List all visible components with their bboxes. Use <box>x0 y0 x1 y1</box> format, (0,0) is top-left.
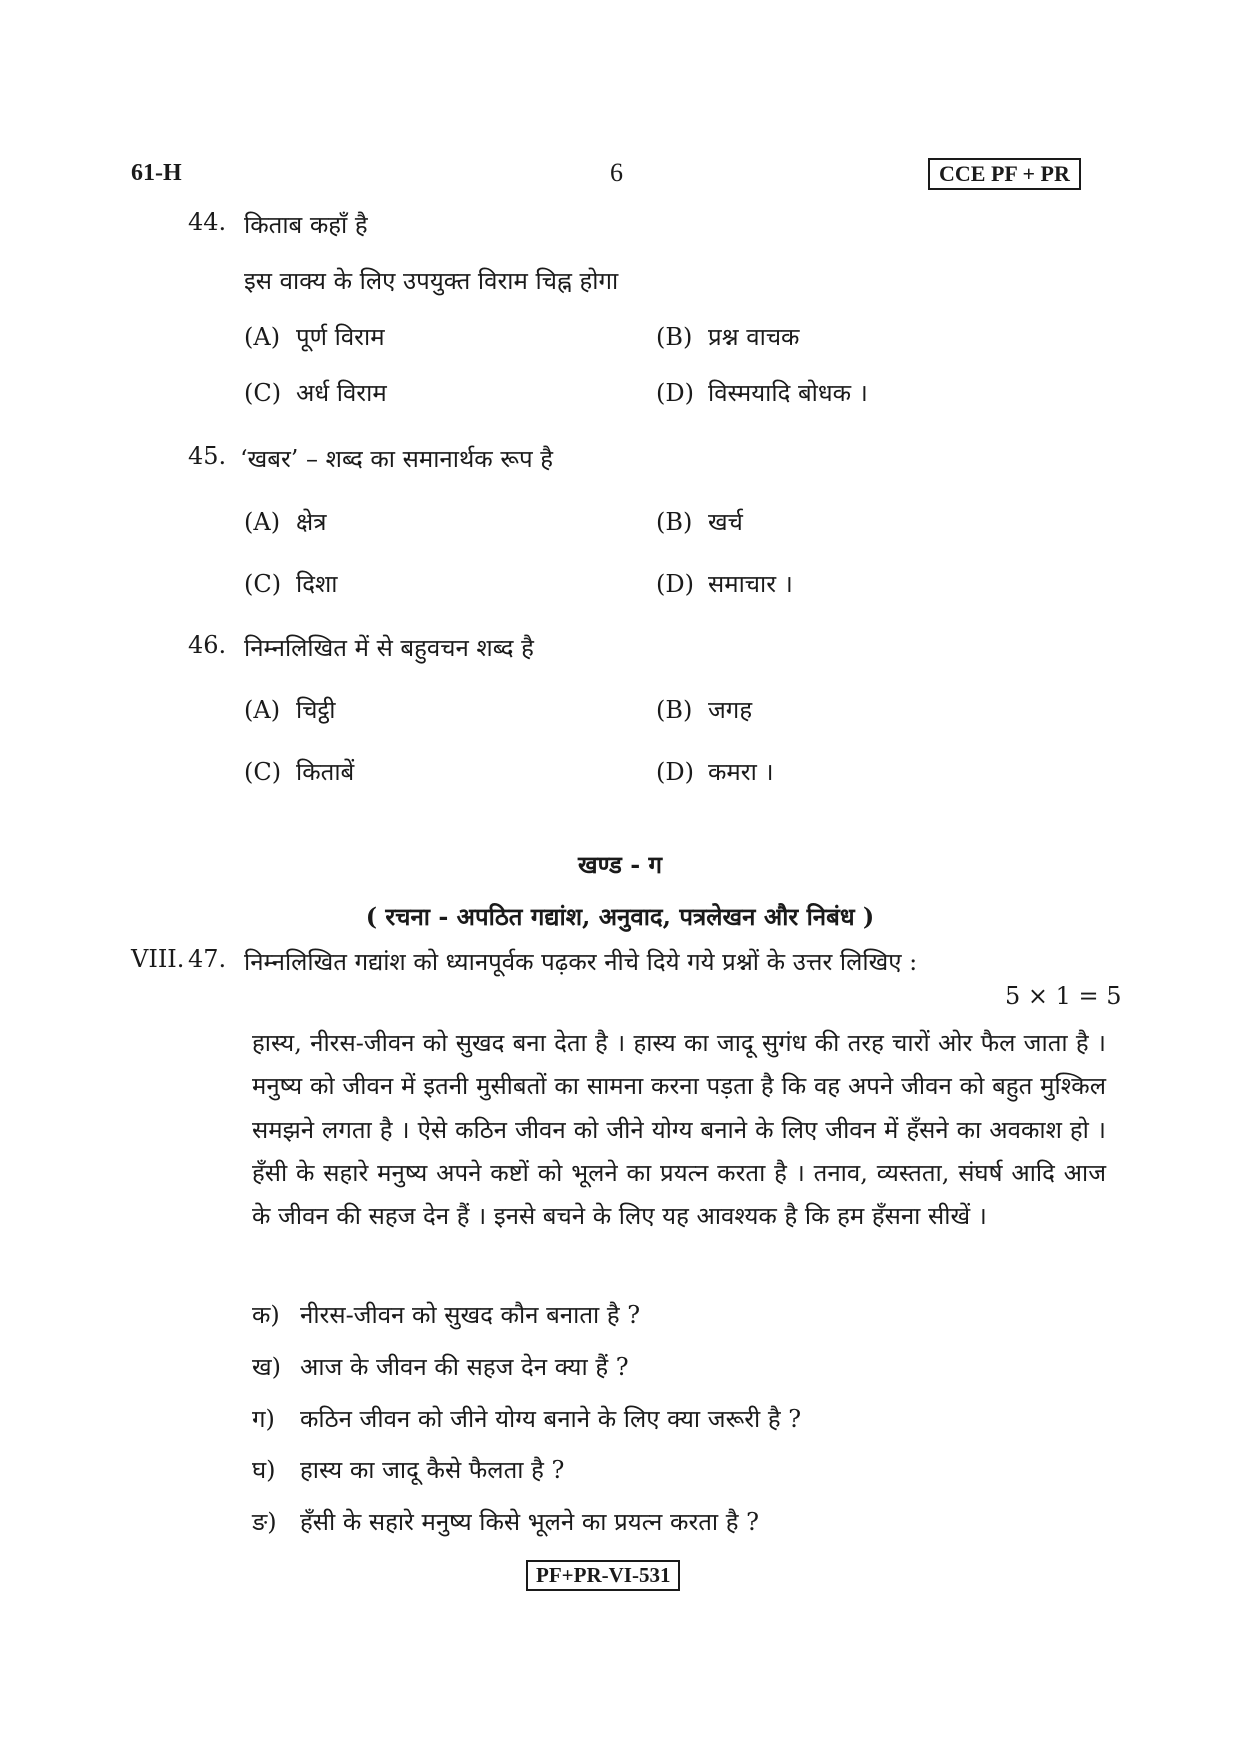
question-44-prompt: इस वाक्य के लिए उपयुक्त विराम चिह्न होगा <box>244 267 619 295</box>
option-46-d: (D) कमरा । <box>656 758 774 786</box>
question-44-number: 44. <box>188 208 227 236</box>
unseen-passage: हास्य, नीरस-जीवन को सुखद बना देता है । हास्य का जादू सुगंध की तरह चारों ओर फैल जाता है । मनुष्य को जीवन में इतनी मुसीबतों का सामना करना पड़ता है कि वह अपने जीवन को बहुत मुश्किल समझने लगता है । ऐसे कठिन जीवन को जीने योग्य बनाने के लिए जीवन में हँसने का अवकाश हो । हँसी के सहारे मनुष्य अपने कष्टों को भूलने का प्रयत्न करता है । तनाव, व्यस्तता, संघर्ष आदि आज के जीवन की सहज देन हैं । इनसे बचने के लिए यह आवश्यक है कि हम हँसना सीखें । <box>252 1029 1106 1231</box>
question-46-number: 46. <box>188 631 227 659</box>
section-title: खण्ड - ग <box>577 850 663 879</box>
option-45-c: (C) दिशा <box>244 570 338 598</box>
paper-code: 61-H <box>131 160 182 186</box>
question-45-number: 45. <box>188 442 227 470</box>
question-47-instruction: निम्नलिखित गद्यांश को ध्यानपूर्वक पढ़कर नीचे दिये गये प्रश्नों के उत्तर लिखिए : <box>244 948 918 976</box>
marks-allocation: 5 × 1 = 5 <box>1005 982 1122 1010</box>
sub-question-ga: ग) कठिन जीवन को जीने योग्य बनाने के लिए क्या जरूरी है ? <box>252 1405 802 1433</box>
option-44-d: (D) विस्मयादि बोधक । <box>656 379 868 407</box>
question-44-text: किताब कहाँ है <box>244 211 368 239</box>
option-46-a: (A) चिट्ठी <box>244 696 336 724</box>
question-45-text: ‘खबर’ – शब्द का समानार्थक रूप है <box>240 445 554 473</box>
option-44-c: (C) अर्ध विराम <box>244 379 387 407</box>
footer-code-box: PF+PR-VI-531 <box>526 1560 680 1591</box>
question-47-number: 47. <box>188 945 227 973</box>
sub-question-kha: ख) आज के जीवन की सहज देन क्या हैं ? <box>252 1353 629 1381</box>
section-subtitle: ( रचना - अपठित गद्यांश, अनुवाद, पत्रलेखन और निबंध ) <box>365 902 875 931</box>
option-45-a: (A) क्षेत्र <box>244 508 327 536</box>
sub-question-gha: घ) हास्य का जादू कैसे फैलता है ? <box>252 1456 565 1484</box>
series-code-box: CCE PF + PR <box>928 158 1081 190</box>
page-number: 6 <box>610 158 623 187</box>
option-46-b: (B) जगह <box>656 696 753 724</box>
question-46-text: निम्नलिखित में से बहुवचन शब्द है <box>244 634 534 662</box>
question-47-roman: VIII. <box>131 945 185 973</box>
option-45-d: (D) समाचार । <box>656 570 793 598</box>
option-46-c: (C) किताबें <box>244 758 355 786</box>
sub-question-nga: ङ) हँसी के सहारे मनुष्य किसे भूलने का प्रयत्न करता है ? <box>252 1508 760 1536</box>
option-44-a: (A) पूर्ण विराम <box>244 323 385 351</box>
option-45-b: (B) खर्च <box>656 508 743 536</box>
option-44-b: (B) प्रश्न वाचक <box>656 323 800 351</box>
sub-question-ka: क) नीरस-जीवन को सुखद कौन बनाता है ? <box>252 1301 641 1329</box>
